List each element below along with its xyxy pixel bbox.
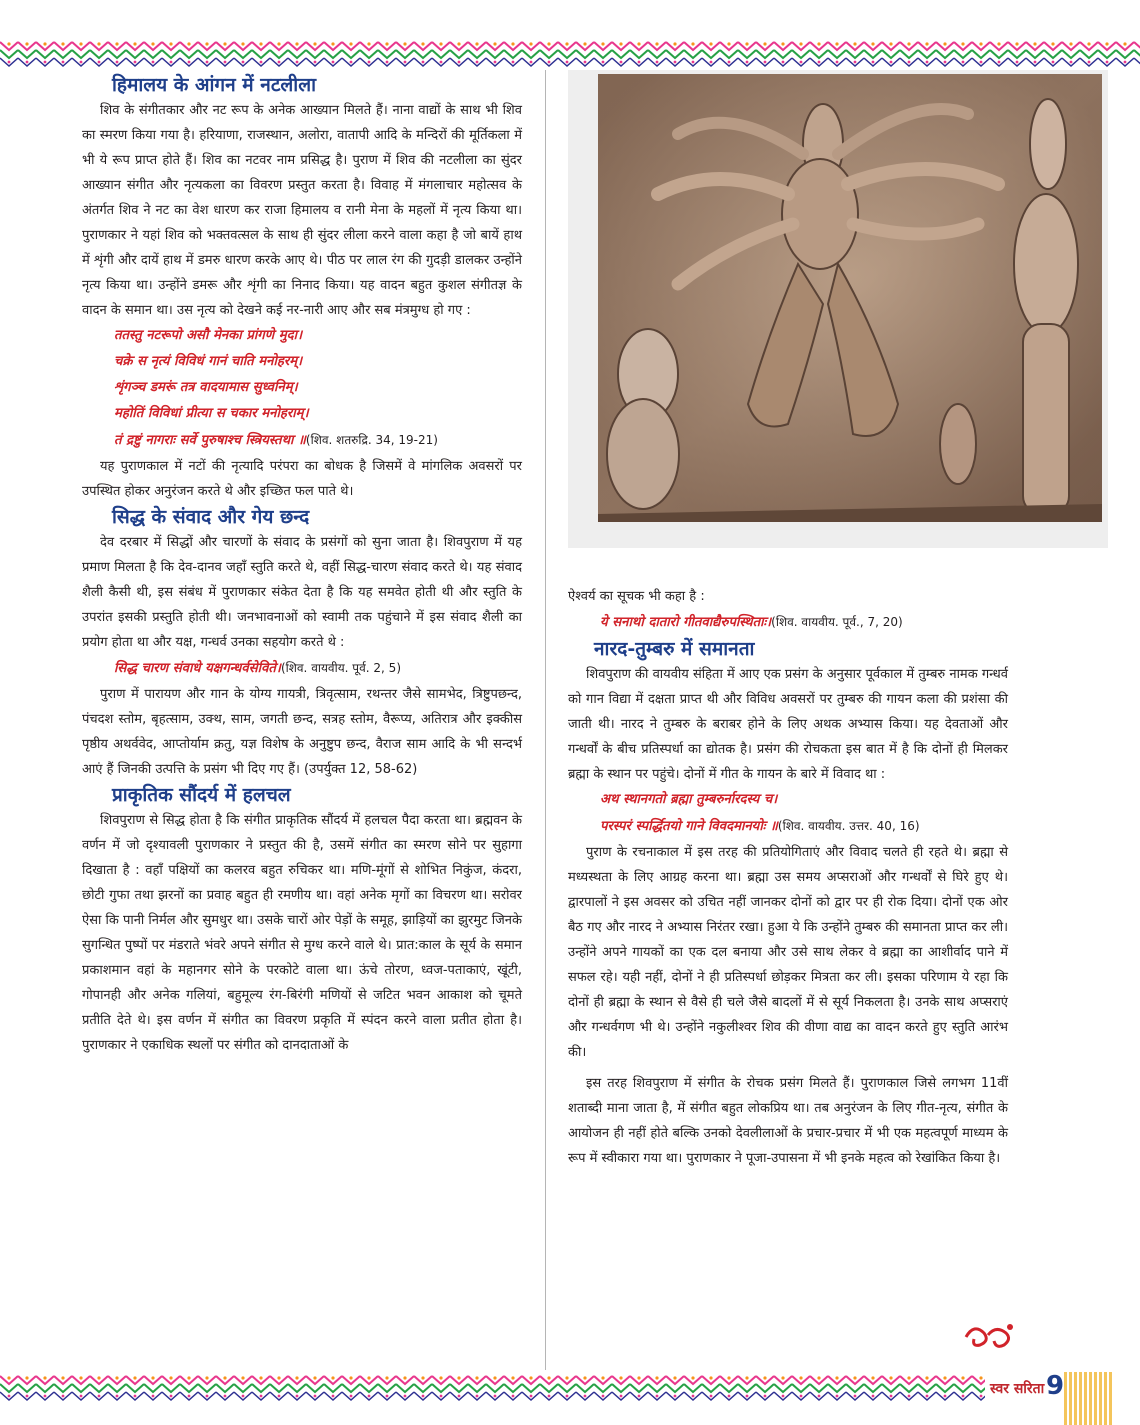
verse-citation: (शिव. शतरुद्रि. 34, 19-21) bbox=[305, 433, 438, 447]
verse-citation: (शिव. वायवीय. पूर्व., 7, 20) bbox=[771, 615, 903, 629]
verse-text: ये सनाथो दातारो गीतवाद्यैरुपस्थिताः। bbox=[600, 615, 772, 630]
sanskrit-verse: ततस्तु नटरूपो असौ मेनका प्रांगणे मुदा। bbox=[114, 328, 303, 343]
paragraph: शिव के संगीतकार और नट रूप के अनेक आख्यान मिलते हैं। नाना वाद्यों के साथ भी शिव का स्मरण किया गया है। हरियाणा, राजस्थान, अलोरा, वातापी आदि के मन्दिरों की मूर्तिकला में भी ये रूप प्राप्त होते हैं। शिव का नटवर नाम प्रसिद्ध है। पुराण में शिव की नटलीला का सुंदर आख्यान संगीत और नृत्यकला का विवरण प्रस्तुत करता है। विवाह में मंगलाचार महोत्सव के अंतर्गत शिव ने नट का वेश धारण कर राजा हिमालय व रानी मेना के महलों में नृत्य किया था। पुराणकार ने यहां शिव को भक्तवत्सल के साथ ही सुंदर लीला करने वाला कहा है जो बायें हाथ में शृंगी और दायें हाथ में डमरु धारण करके आए थे। पीठ पर लाल रंग की गुदड़ी डालकर उन्होंने नृत्य किया था। उन्होंने डमरू और शृंगी का निनाद किया। यह वादन बहुत कुशल संगीतज्ञ के वादन के समान था। उस नृत्य को देखने कई नर-नारी आए और सब मंत्रमुग्ध हो गए : bbox=[82, 103, 522, 318]
section-heading-prakritik-saundarya: प्राकृतिक सौंदर्य में हलचल bbox=[112, 784, 291, 806]
sanskrit-verse: महोतिं विविधां प्रीत्या स चकार मनोहराम्। bbox=[114, 406, 309, 421]
shiva-nataraja-relief-photo bbox=[598, 74, 1102, 522]
sanskrit-verse-with-citation bbox=[568, 609, 1008, 636]
verse-text: परस्परं स्पर्द्धितयो गाने विवदमानयोः ॥ bbox=[600, 819, 778, 834]
paragraph: ऐश्वर्य का सूचक भी कहा है : bbox=[568, 589, 705, 604]
paragraph: पुराण में पारायण और गान के योग्य गायत्री, त्रिवृत्साम, रथन्तर जैसे सामभेद, त्रिष्टुपछन्द, पंचदश स्तोम, बृहत्साम, उक्थ, साम, जगती छन्द, सत्रह स्तोम, वैरूप्य, अतिरात्र और इक्कीस पृष्ठीय अथर्ववेद, आप्तोर्याम क्रतु, यज्ञ विशेष के अनुष्टुप छन्द, वैराज साम आदि के भी सन्दर्भ आएं हैं जिनकी उत्पत्ति के प्रसंग भी दिए गए हैं। (उपर्युक्त 12, 58-62) bbox=[82, 687, 522, 777]
paragraph: पुराण के रचनाकाल में इस तरह की प्रतियोगिताएं और विवाद चलते ही रहते थे। ब्रह्मा से मध्यस्थता के लिए आग्रह करना था। ब्रह्मा उस समय अप्सराओं और गन्धर्वों से घिरे हुए थे। द्वारपालों ने इस अवसर को उचित नहीं जानकर दोनों को द्वार पर ही रोक दिया। दोनों एक ओर बैठ गए और नारद ने अभ्यास निरंतर रखा। हुआ ये कि उन्होंने तुम्बरु की समानता प्राप्त कर ली। उन्होंने अपने गायकों का एक दल बनाया और उसे साथ लेकर वे ब्रह्मा का आशीर्वाद पाने में सफल रहे। यही नहीं, दोनों ने ही प्रतिस्पर्धा छोड़कर मित्रता कर ली। इसका परिणाम ये रहा कि दोनों ही ब्रह्मा के स्थान से वैसे ही चले जैसे बादलों में से सूर्य निकलता है। उनके साथ अप्सराएं और गन्धर्वगण भी थे। उन्होंने नकुलीश्वर शिव की वीणा वाद्य का वादन करते हुए स्तुति आरंभ की। bbox=[568, 845, 1008, 1060]
paragraph: देव दरबार में सिद्धों और चारणों के संवाद के प्रसंगों को सुना जाता है। शिवपुराण में यह प्रमाण मिलता है कि देव-दानव जहाँ स्तुति करते थे, वहीं सिद्ध-चारण संवाद करते थे। यह संवाद शैली कैसी थी, इस संबंध में पुराणकार संकेत देता है कि यह समवेत होती थी और स्तुति के उपरांत इसकी प्रस्तुति होती थी। जनभावनाओं को स्वामी तक पहुंचाने में इस संवाद शैली का प्रयोग होता था और यक्ष, गन्धर्व उनका सहयोग करते थे : bbox=[82, 535, 522, 650]
section-heading-narad-tumbaru: नारद-तुम्बरु में समानता bbox=[594, 638, 755, 660]
top-decorative-border bbox=[0, 38, 1140, 70]
footer-stripes bbox=[1064, 1372, 1112, 1425]
right-column bbox=[568, 584, 1008, 1171]
paragraph: यह पुराणकाल में नटों की नृत्यादि परंपरा का बोधक है जिसमें वे मांगलिक अवसरों पर उपस्थित होकर अनुरंजन करते थे और इच्छित फल पाते थे। bbox=[82, 459, 522, 499]
sanskrit-verse: चक्रे स नृत्यं विविधं गानं चाति मनोहरम्। bbox=[114, 354, 303, 369]
verse-text: सिद्ध चारण संवाधे यक्षगन्धर्वसेविते। bbox=[114, 661, 281, 676]
verse-text: तं द्रष्टुं नागराः सर्वे पुरुषाश्च स्त्रियस्तथा ॥ bbox=[114, 433, 306, 448]
verse-citation: (शिव. वायवीय. पूर्व. 2, 5) bbox=[280, 661, 401, 675]
end-ornament-icon bbox=[960, 1319, 1016, 1353]
sanskrit-verse-with-citation bbox=[82, 655, 522, 682]
verse-citation: (शिव. वायवीय. उत्तर. 40, 16) bbox=[777, 819, 920, 833]
section-heading-siddh-samvad: सिद्ध के संवाद और गेय छन्द bbox=[112, 506, 310, 528]
magazine-title: स्वर सरिता bbox=[990, 1381, 1045, 1397]
sanskrit-verse: शृंगञ्च डमरूं तत्र वादयामास सुध्वनिम्। bbox=[114, 380, 298, 395]
paragraph: शिवपुराण की वायवीय संहिता में आए एक प्रसंग के अनुसार पूर्वकाल में तुम्बरु नामक गन्धर्व को गान विद्या में दक्षता प्राप्त थी और विविध अवसरों पर तुम्बरु की गायन कला की प्रशंसा की जाती थी। नारद ने तुम्बरु के बराबर होने के लिए अथक अभ्यास किया। यह देवताओं और गन्धर्वों के बीच प्रतिस्पर्धा का द्योतक है। प्रसंग की रोचकता इस बात में है कि दोनों ही मिलकर ब्रह्मा के स्थान पर पहुंचे। दोनों में गीत के गायन के बारे में विवाद था : bbox=[568, 667, 1008, 782]
column-divider bbox=[545, 70, 546, 1370]
sanskrit-verse: अथ स्थानगतो ब्रह्मा तुम्बरुर्नारदस्य च। bbox=[600, 792, 778, 807]
left-column bbox=[82, 72, 522, 1058]
sanskrit-verse-with-citation bbox=[82, 427, 522, 454]
section-heading-natleela: हिमालय के आंगन में नटलीला bbox=[112, 74, 316, 96]
sanskrit-verse-with-citation bbox=[568, 813, 1008, 840]
paragraph: शिवपुराण से सिद्ध होता है कि संगीत प्राकृतिक सौंदर्य में हलचल पैदा करता था। ब्रह्मवन के वर्णन में जो दृश्यावली पुराणकार ने प्रस्तुत की है, उसमें संगीत का स्मरण सोने पर सुहागा दिखाता है : वहाँ पक्षियों का कलरव बहुत रुचिकर था। मणि-मूंगों से शोभित निकुंज, कंदरा, छोटी गुफा तथा झरनों का प्रवाह बहुत ही रमणीय था। वहां अनेक मृगों का विचरण था। सरोवर ऐसा कि पानी निर्मल और सुमधुर था। उसके चारों ओर पेड़ों के समूह, झाड़ियों का झुरमुट जिनके सुगन्धित पुष्पों पर मंडराते भंवरे अपने संगीत से मुग्ध करने वाले थे। प्रात:काल के सूर्य के समान प्रकाशमान वहां के महानगर सोने के परकोटे वाला था। ऊंचे तोरण, ध्वज-पताकाएं, खूंटी, गोपानही और अनेक गलियां, बहुमूल्य रंग-बिरंगी मणियों से जटित भवन आकाश को चूमते प्रतीति देते थे। इस वर्णन में संगीत का विवरण प्रकृति में स्पंदन करने वाला प्रतीत होता है। पुराणकार ने एकाधिक स्थलों पर संगीत को दानदाताओं के bbox=[82, 813, 522, 1053]
page-number: 9 bbox=[1046, 1371, 1065, 1401]
photo-frame bbox=[568, 70, 1108, 548]
paragraph: इस तरह शिवपुराण में संगीत के रोचक प्रसंग मिलते हैं। पुराणकाल जिसे लगभग 11वीं शताब्दी माना जाता है, में संगीत बहुत लोकप्रिय था। तब अनुरंजन के लिए गीत-नृत्य, संगीत के आयोजन ही नहीं होते बल्कि उनको देवलीलाओं के प्रचार-प्रचार में भी एक महत्वपूर्ण माध्यम के रूप में स्वीकारा गया था। पुराणकार ने पूजा-उपासना में भी इनके महत्व को रेखांकित किया है। bbox=[568, 1076, 1008, 1166]
bottom-decorative-border bbox=[0, 1372, 985, 1404]
